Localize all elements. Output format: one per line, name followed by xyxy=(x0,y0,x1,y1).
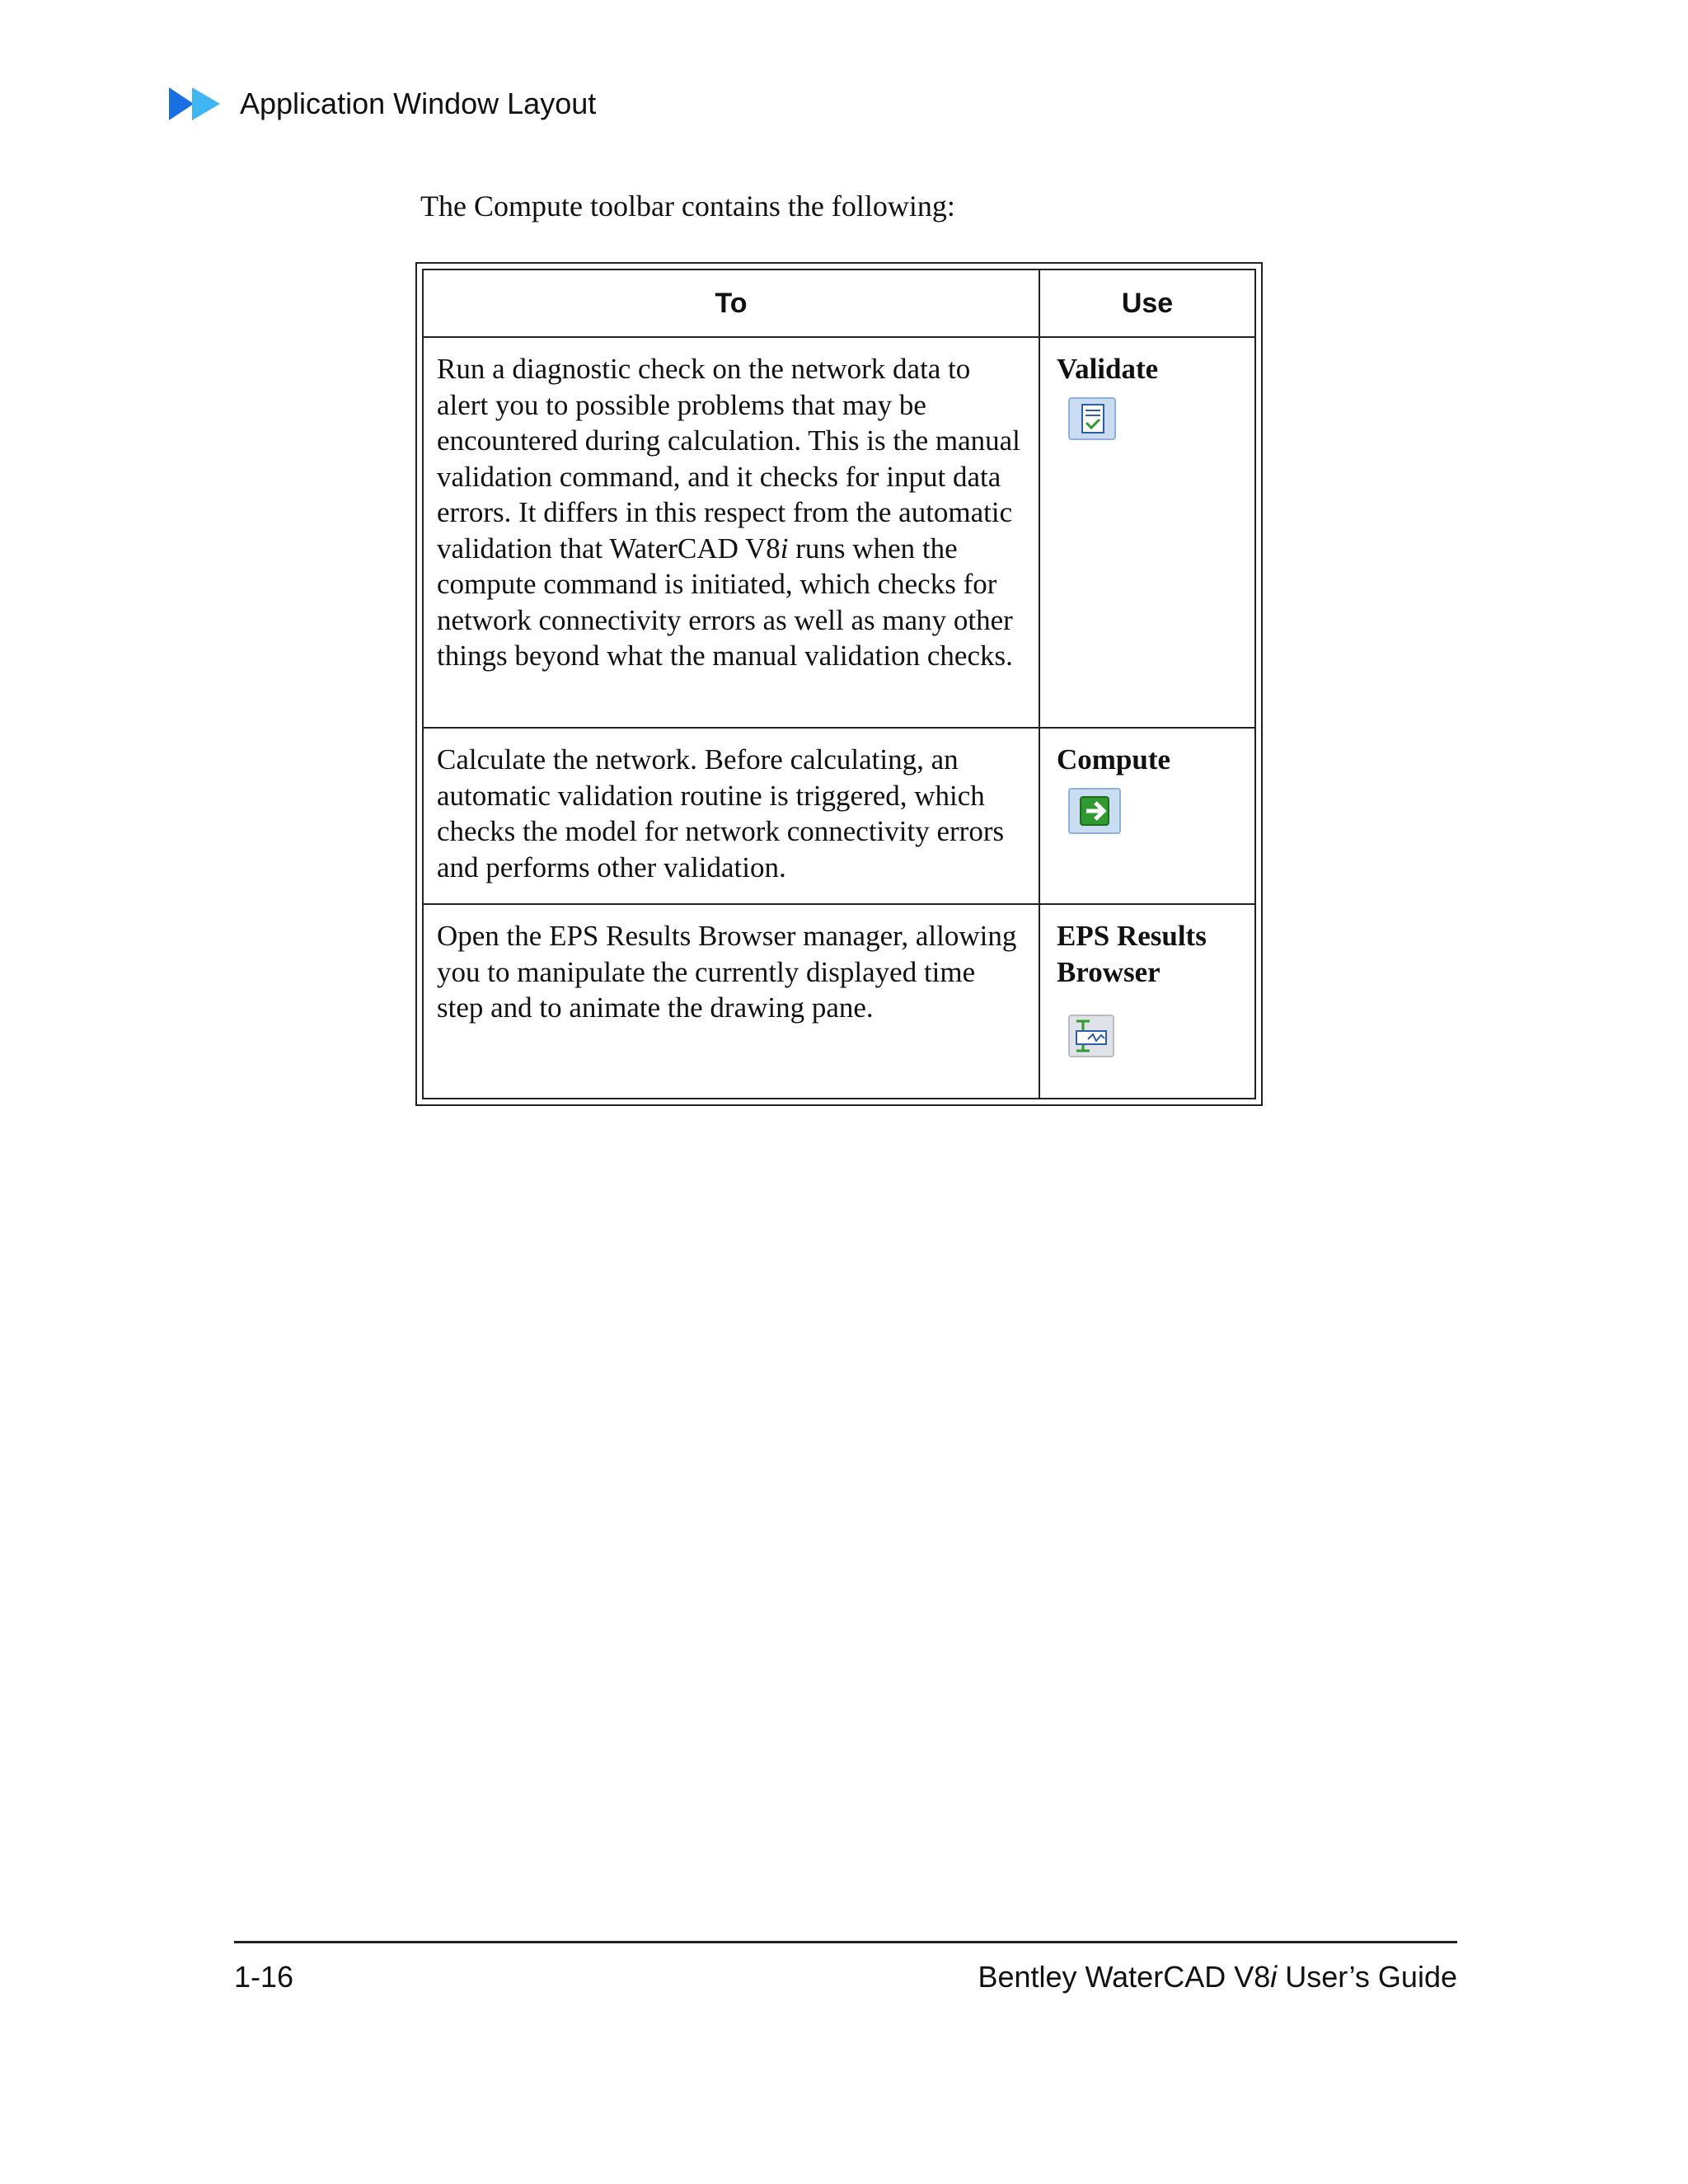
header-use: Use xyxy=(1039,269,1255,337)
guide-title: Bentley WaterCAD V8i User’s Guide xyxy=(978,1960,1457,1994)
page-number: 1-16 xyxy=(234,1960,294,1994)
compute-icon xyxy=(1068,788,1121,834)
header-to: To xyxy=(423,269,1039,337)
table-row xyxy=(423,337,1255,728)
row-description: Open the EPS Results Browser manager, allowing you to manipulate the currently displayed time step and to animate the drawing pane. xyxy=(423,904,1039,1099)
table-header-row xyxy=(423,269,1255,337)
eps-results-browser-icon xyxy=(1068,1015,1114,1057)
table-row xyxy=(423,904,1255,1099)
double-arrow-icon xyxy=(169,86,223,122)
intro-text: The Compute toolbar contains the following: xyxy=(420,190,955,223)
row-description: Calculate the network. Before calculating, an automatic validation routine is triggered, which checks the model for network connectivity errors and performs other validation. xyxy=(423,728,1039,904)
use-label-eps-results: EPS Results xyxy=(1057,920,1207,952)
validate-icon xyxy=(1068,397,1116,440)
row-use xyxy=(1039,337,1255,728)
compute-toolbar-table xyxy=(415,262,1263,1106)
footer-divider xyxy=(234,1941,1457,1943)
row-use xyxy=(1039,728,1255,904)
use-label-compute: Compute xyxy=(1057,743,1171,776)
page-header xyxy=(169,86,596,122)
table-row xyxy=(423,728,1255,904)
row-description: Run a diagnostic check on the network data to alert you to possible problems that may be encountered during calculation. This is the manual validation command, and it checks for input data errors. It differs in this respect from the automatic validation that WaterCAD V8i runs when the compute command is initiated, which checks for network connectivity errors as well as many other things beyond what the manual validation checks. xyxy=(423,337,1039,728)
use-label-browser: Browser xyxy=(1057,955,1160,988)
use-label-validate: Validate xyxy=(1057,353,1159,385)
row-use xyxy=(1039,904,1255,1099)
header-title: Application Window Layout xyxy=(240,87,597,120)
